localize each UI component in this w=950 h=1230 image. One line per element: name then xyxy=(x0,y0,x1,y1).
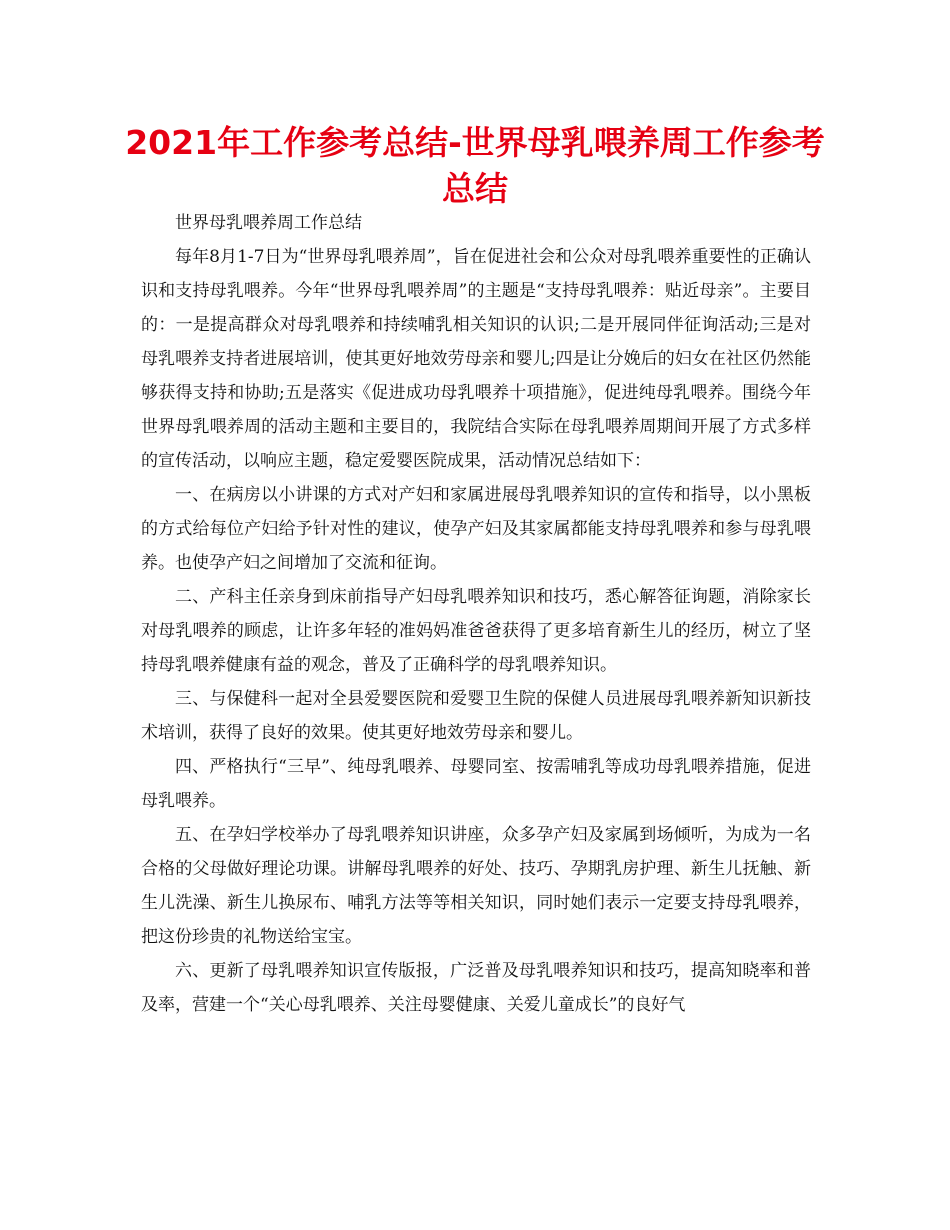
paragraph-item-4: 四、严格执行“三早”、纯母乳喂养、母婴同室、按需哺乳等成功母乳喂养措施，促进母乳喂养。 xyxy=(141,757,811,811)
intro-paragraph: 每年8月1-7日为“世界母乳喂养周”，旨在促进社会和公众对母乳喂养重要性的正确认识和支持母乳喂养。今年“世界母乳喂养周”的主题是“支持母乳喂养：贴近母亲”。主要目的：一是提高群众对母乳喂养和持续哺乳相关知识的认识;二是开展同伴征询活动;三是对母乳喂养支持者进展培训，使其更好地效劳母亲和婴儿;四是让分娩后的妇女在社区仍然能够获得支持和协助;五是落实《促进成功母乳喂养十项措施》，促进纯母乳喂养。围绕今年世界母乳喂养周的活动主题和主要目的，我院结合实际在母乳喂养周期间开展了方式多样的宣传活动，以响应主题，稳定爱婴医院成果，活动情况总结如下： xyxy=(141,247,811,471)
paragraph-item-5: 五、在孕妇学校举办了母乳喂养知识讲座，众多孕产妇及家属到场倾听，为成为一名合格的父母做好理论功课。讲解母乳喂养的好处、技巧、孕期乳房护理、新生儿抚触、新生儿洗澡、新生儿换尿布、哺乳方法等等相关知识，同时她们表示一定要支持母乳喂养，把这份珍贵的礼物送给宝宝。 xyxy=(141,825,811,947)
subtitle-paragraph: 世界母乳喂养周工作总结 xyxy=(175,213,362,233)
document-body xyxy=(141,206,811,1022)
paragraph-item-6: 六、更新了母乳喂养知识宣传版报，广泛普及母乳喂养知识和技巧，提高知晓率和普及率，营建一个“关心母乳喂养、关注母婴健康、关爱儿童成长”的良好气 xyxy=(141,961,811,1015)
paragraph-item-1: 一、在病房以小讲课的方式对产妇和家属进展母乳喂养知识的宣传和指导，以小黑板的方式给每位产妇给予针对性的建议，使孕产妇及其家属都能支持母乳喂养和参与母乳喂养。也使孕产妇之间增加了交流和征询。 xyxy=(141,485,811,573)
document-title: 2021年工作参考总结-世界母乳喂养周工作参考总结 xyxy=(125,123,825,208)
paragraph-item-2: 二、产科主任亲身到床前指导产妇母乳喂养知识和技巧，悉心解答征询题，消除家长对母乳喂养的顾虑，让许多年轻的准妈妈准爸爸获得了更多培育新生儿的经历，树立了坚持母乳喂养健康有益的观念，普及了正确科学的母乳喂养知识。 xyxy=(141,587,811,675)
paragraph-item-3: 三、与保健科一起对全县爱婴医院和爱婴卫生院的保健人员进展母乳喂养新知识新技术培训，获得了良好的效果。使其更好地效劳母亲和婴儿。 xyxy=(141,689,811,743)
